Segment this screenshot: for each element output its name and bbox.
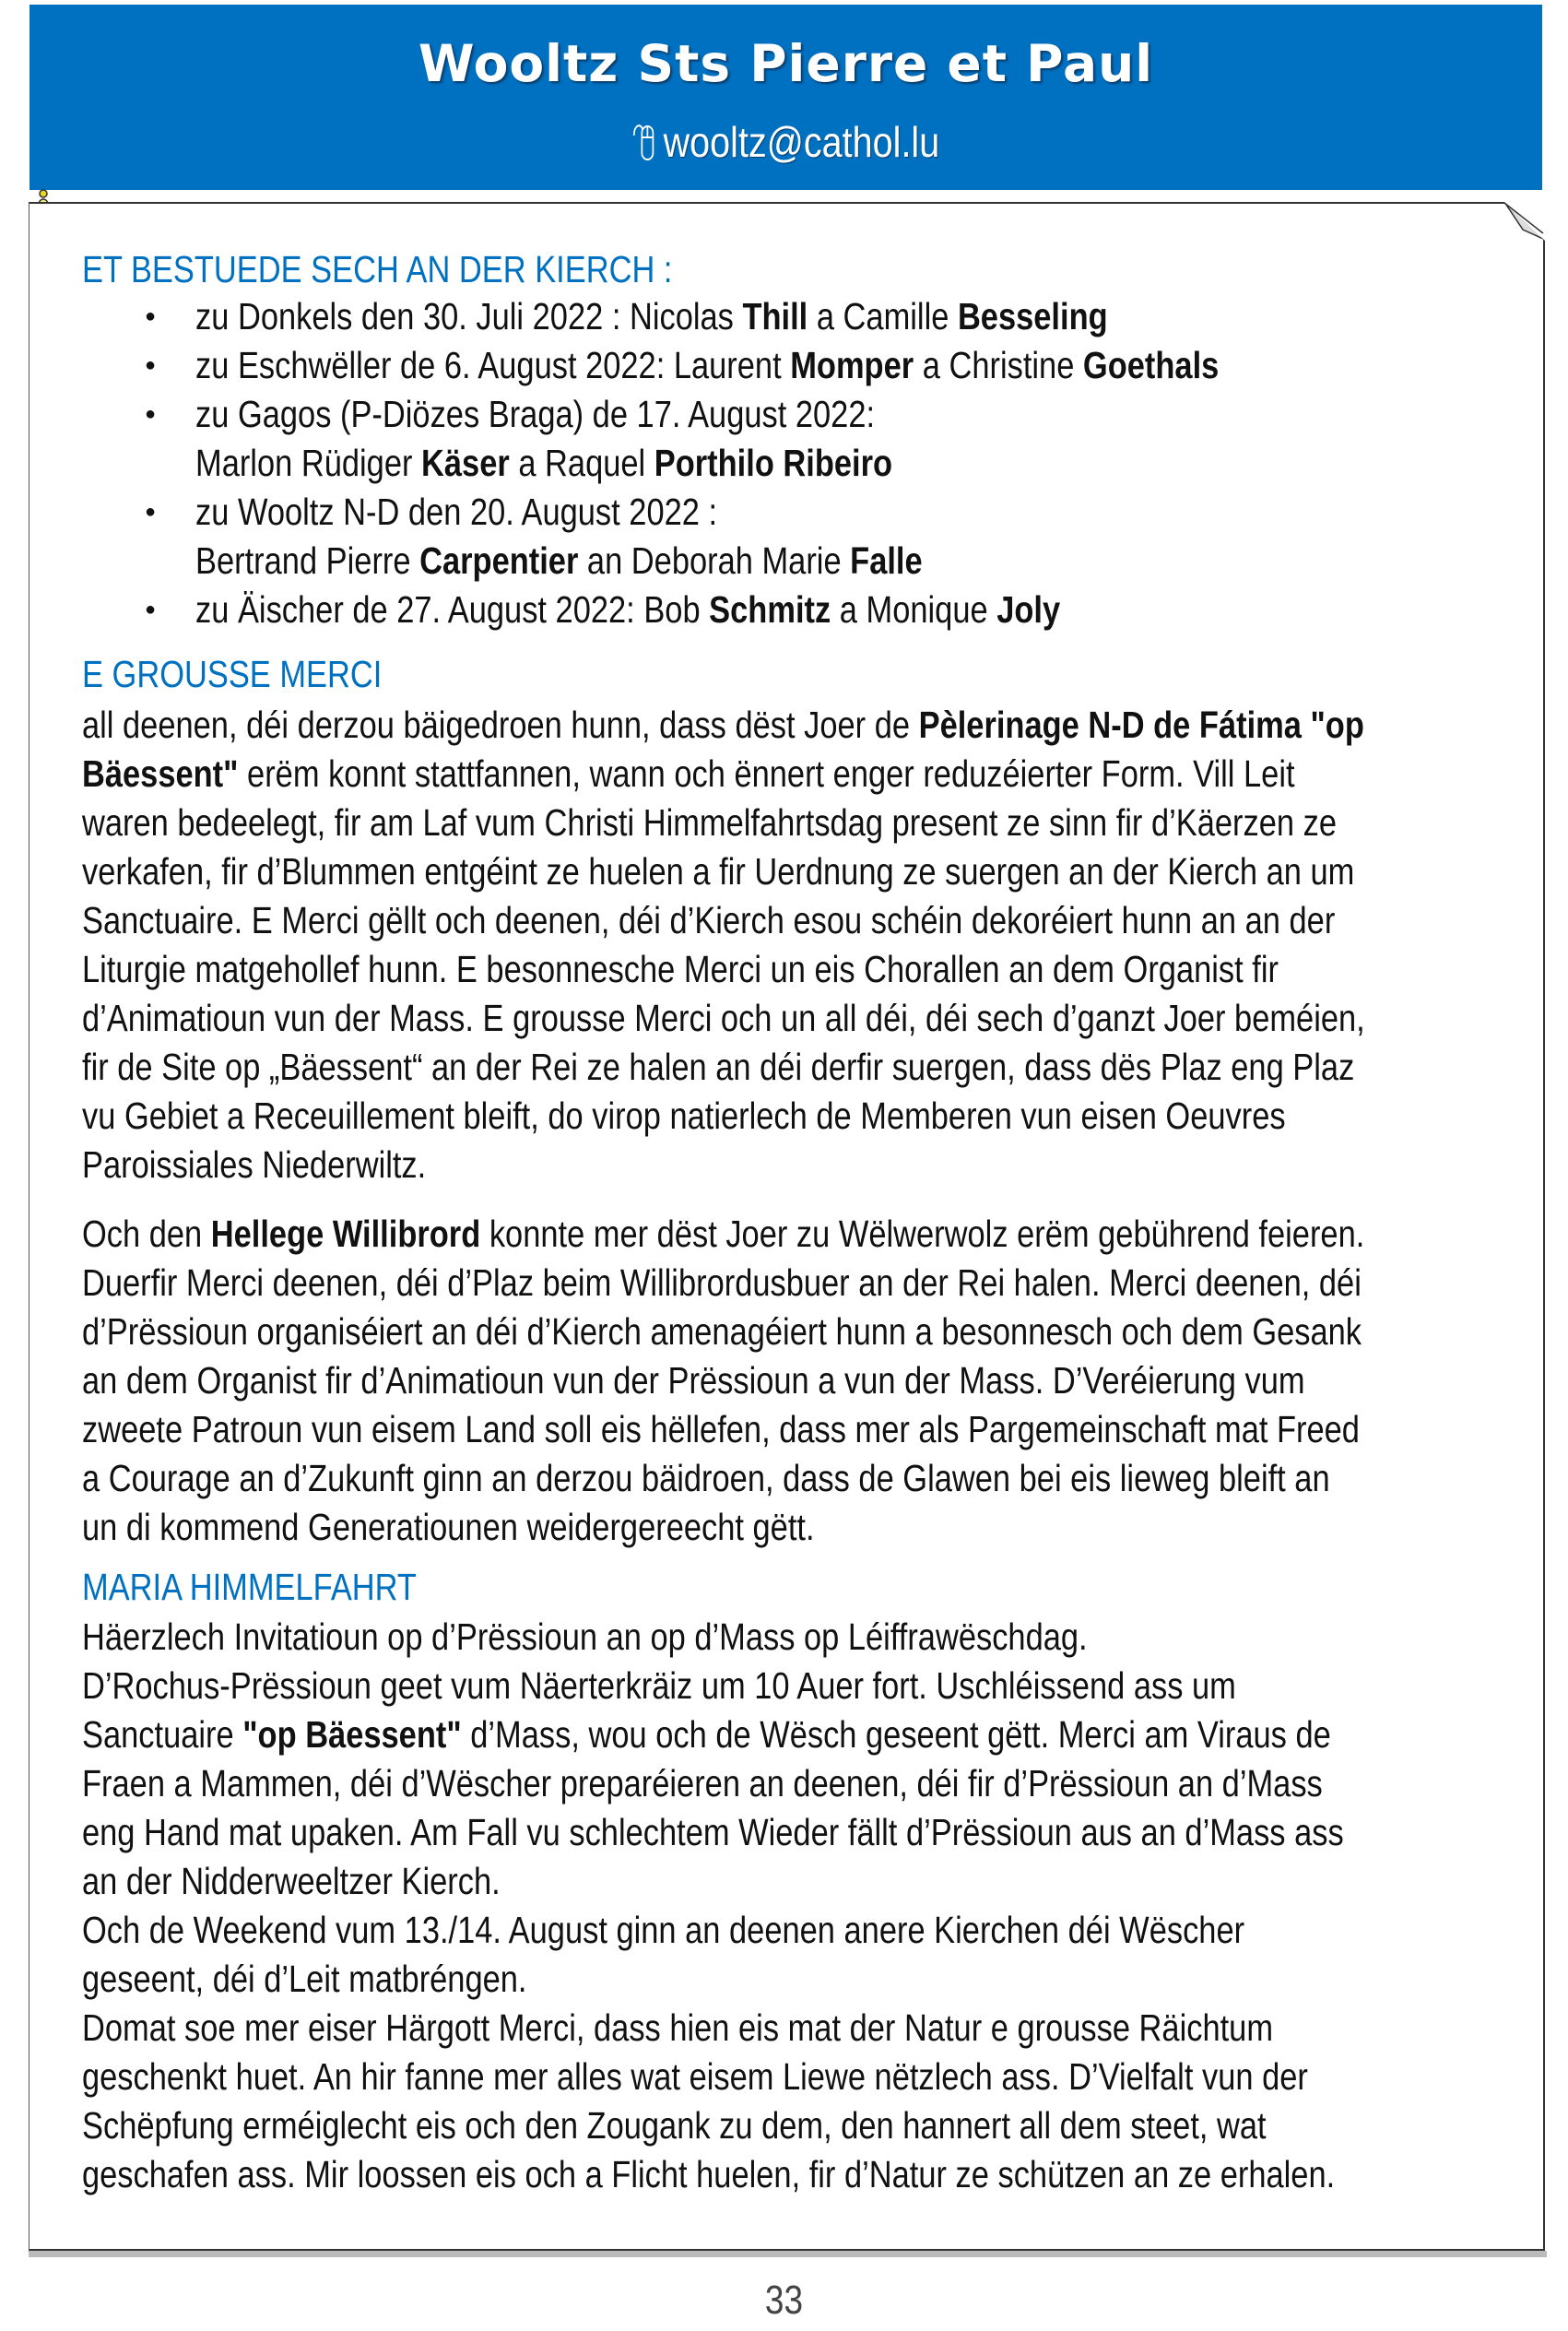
page-fold-icon bbox=[1504, 202, 1545, 245]
bullet-icon: ● bbox=[145, 404, 157, 424]
text-segment: Sanctuaire. E Merci gëllt och deenen, déi d’Kierch esou schéin dekoréiert hunn an an der bbox=[82, 899, 1336, 941]
text-segment: Fraen a Mammen, déi d’Wëscher preparéieren an deenen, déi fir d’Prëssioun an d’Mass bbox=[82, 1762, 1323, 1804]
text-segment: zu Äischer de 27. August 2022: Bob bbox=[195, 588, 710, 631]
text-segment: an Deborah Marie bbox=[578, 539, 851, 582]
text-segment: Häerzlech Invitatioun op d’Prëssioun an op d’Mass op Léiffrawëschdag. bbox=[82, 1615, 1088, 1658]
bold-text: Schmitz bbox=[709, 588, 831, 631]
text-segment: d’Prëssioun organiséiert an déi d’Kierch amenagéiert hunn a besonnesch och dem Gesank bbox=[82, 1310, 1362, 1353]
text-segment: zu Wooltz N-D den 20. August 2022 : bbox=[195, 491, 718, 533]
willibrord-paragraph bbox=[82, 1210, 1568, 1552]
bullet-icon: ● bbox=[145, 355, 157, 375]
text-segment: vu Gebiet a Receuillement bleift, do virop natierlech de Memberen vun eisen Oeuvres bbox=[82, 1095, 1286, 1137]
bold-text: Joly bbox=[996, 588, 1061, 631]
list-item-line bbox=[82, 537, 1568, 586]
text-line bbox=[82, 847, 1568, 896]
text-segment: zweete Patroun vun eisem Land soll eis hëllefen, dass mer als Pargemeinschaft mat Freed bbox=[82, 1408, 1360, 1450]
bold-text: Hellege Willibrord bbox=[210, 1213, 481, 1255]
text-segment: Domat soe mer eiser Härgott Merci, dass hien eis mat der Natur e grousse Räichtum bbox=[82, 2006, 1274, 2049]
text-line bbox=[82, 2053, 1568, 2101]
mouse-icon bbox=[631, 117, 655, 168]
bold-text: Porthilo Ribeiro bbox=[654, 442, 893, 484]
text-segment: geschenkt huet. An hir fanne mer alles wat eisem Liewe nëtzlech ass. D’Vielfalt vun der bbox=[82, 2055, 1308, 2098]
text-segment: geschafen ass. Mir loossen eis och a Flicht huelen, fir d’Natur ze schützen an ze erhalen. bbox=[82, 2153, 1336, 2195]
text-segment: zu Donkels den 30. Juli 2022 : Nicolas bbox=[195, 295, 743, 337]
text-line bbox=[82, 1710, 1568, 1759]
text-segment: konnte mer dëst Joer zu Wëlwerwolz erëm gebührend feieren. bbox=[480, 1213, 1365, 1255]
text-line bbox=[82, 799, 1568, 847]
text-line bbox=[82, 1759, 1568, 1808]
text-line bbox=[82, 994, 1568, 1043]
text-segment: d’Animatioun vun der Mass. E grousse Merci och un all déi, déi sech d’ganzt Joer beméien, bbox=[82, 997, 1365, 1039]
text-segment: Schëpfung erméiglecht eis och den Zougank zu dem, den hannert all dem steet, wat bbox=[82, 2104, 1267, 2147]
text-line bbox=[82, 701, 1568, 750]
text-segment: Liturgie matgehollef hunn. E besonnesche Merci un eis Chorallen an dem Organist fir bbox=[82, 948, 1279, 990]
text-line bbox=[82, 1259, 1568, 1307]
text-line bbox=[82, 1307, 1568, 1356]
email-row bbox=[29, 113, 1542, 171]
text-segment: Sanctuaire bbox=[82, 1713, 243, 1756]
bold-text: "op Bäessent" bbox=[242, 1713, 462, 1756]
text-line bbox=[82, 896, 1568, 945]
bold-text: Carpentier bbox=[419, 539, 579, 582]
text-segment: all deenen, déi derzou bäigedroen hunn, dass dëst Joer de bbox=[82, 704, 919, 746]
bold-text: Momper bbox=[790, 344, 914, 386]
text-line bbox=[82, 1043, 1568, 1092]
bullet-icon: ● bbox=[145, 599, 157, 620]
text-line bbox=[82, 2004, 1568, 2053]
assumption-paragraph bbox=[82, 1613, 1568, 2199]
text-line bbox=[82, 1955, 1568, 2004]
bold-text: Falle bbox=[850, 539, 923, 582]
text-line bbox=[82, 1210, 1568, 1259]
text-segment: a Raquel bbox=[509, 442, 654, 484]
text-segment: Och den bbox=[82, 1213, 211, 1255]
text-segment: a Courage an d’Zukunft ginn an derzou bäidroen, dass de Glawen bei eis lieweg bleift an bbox=[82, 1457, 1330, 1499]
text-line bbox=[82, 1906, 1568, 1955]
text-segment: an der Nidderweeltzer Kierch. bbox=[82, 1860, 501, 1902]
bold-text: Pèlerinage N-D de Fátima "op bbox=[918, 704, 1364, 746]
section-heading-thanks: E GROUSSE MERCI bbox=[82, 653, 383, 695]
bold-text: Besseling bbox=[957, 295, 1108, 337]
text-segment: eng Hand mat upaken. Am Fall vu schlechtem Wieder fällt d’Prëssioun aus an d’Mass ass bbox=[82, 1811, 1344, 1853]
thanks-paragraph bbox=[82, 701, 1568, 1189]
list-item-line bbox=[82, 439, 1568, 488]
text-segment: un di kommend Generatiounen weidergereecht gëtt. bbox=[82, 1506, 815, 1548]
text-segment: D’Rochus-Prëssioun geet vum Näerterkräiz um 10 Auer fort. Uschléissend ass um bbox=[82, 1664, 1236, 1707]
section-heading-weddings: ET BESTUEDE SECH AN DER KIERCH : bbox=[82, 248, 673, 290]
list-item-line bbox=[82, 341, 1568, 390]
text-line bbox=[82, 945, 1568, 994]
text-line bbox=[82, 750, 1568, 799]
text-segment: erëm konnt stattfannen, wann och ënnert enger reduzéierter Form. Vill Leit bbox=[238, 752, 1295, 795]
text-segment: Och de Weekend vum 13./14. August ginn an deenen anere Kierchen déi Wëscher bbox=[82, 1909, 1245, 1951]
bold-text: Bäessent" bbox=[82, 752, 239, 795]
bulletin-header bbox=[29, 5, 1542, 190]
text-segment: a Camille bbox=[808, 295, 958, 337]
text-line bbox=[82, 2150, 1568, 2199]
text-segment: Paroissiales Niederwiltz. bbox=[82, 1143, 427, 1186]
text-segment: a Christine bbox=[914, 344, 1083, 386]
text-line bbox=[82, 1857, 1568, 1906]
panel-shadow bbox=[29, 2251, 1547, 2257]
list-item-line bbox=[82, 390, 1568, 439]
text-line bbox=[82, 1356, 1568, 1405]
text-line bbox=[82, 2101, 1568, 2150]
text-line bbox=[82, 1405, 1568, 1454]
email-link[interactable]: wooltz@cathol.lu bbox=[663, 118, 940, 166]
text-segment: d’Mass, wou och de Wësch geseent gëtt. Merci am Viraus de bbox=[461, 1713, 1331, 1756]
parish-title: Wooltz Sts Pierre et Paul bbox=[418, 34, 1154, 93]
text-segment: Duerfir Merci deenen, déi d’Plaz beim Willibrordusbuer an der Rei halen. Merci deenen, déi bbox=[82, 1261, 1362, 1304]
text-line bbox=[82, 1092, 1568, 1141]
text-line bbox=[82, 1141, 1568, 1189]
bold-text: Goethals bbox=[1082, 344, 1220, 386]
text-segment: zu Eschwëller de 6. August 2022: Laurent bbox=[195, 344, 791, 386]
list-item-line bbox=[82, 488, 1568, 537]
section-heading-assumption: MARIA HIMMELFAHRT bbox=[82, 1566, 417, 1608]
text-segment: geseent, déi d’Leit matbréngen. bbox=[82, 1958, 527, 2000]
bold-text: Käser bbox=[421, 442, 510, 484]
page-number: 33 bbox=[764, 2278, 804, 2323]
text-line bbox=[82, 1808, 1568, 1857]
bold-text: Thill bbox=[742, 295, 808, 337]
text-segment: a Monique bbox=[831, 588, 997, 631]
wedding-list bbox=[82, 292, 1568, 634]
text-line bbox=[82, 1613, 1568, 1662]
text-segment: fir de Site op „Bäessent“ an der Rei ze halen an déi derfir suergen, dass dës Plaz eng Plaz bbox=[82, 1046, 1355, 1088]
text-segment: an dem Organist fir d’Animatioun vun der Prëssioun a vun der Mass. D’Veréierung vum bbox=[82, 1359, 1305, 1402]
text-segment: zu Gagos (P-Diözes Braga) de 17. August 2022: bbox=[195, 393, 876, 435]
text-segment: Marlon Rüdiger bbox=[195, 442, 422, 484]
text-segment: verkafen, fir d’Blummen entgéint ze huelen a fir Uerdnung ze suergen an der Kierch an um bbox=[82, 850, 1355, 893]
text-line bbox=[82, 1503, 1568, 1552]
text-line bbox=[82, 1454, 1568, 1503]
list-item-line bbox=[82, 292, 1568, 341]
bullet-icon: ● bbox=[145, 502, 157, 522]
bullet-icon: ● bbox=[145, 306, 157, 326]
text-segment: Bertrand Pierre bbox=[195, 539, 420, 582]
list-item-line bbox=[82, 586, 1568, 634]
text-segment: waren bedeelegt, fir am Laf vum Christi Himmelfahrtsdag present ze sinn fir d’Käerzen ze bbox=[82, 801, 1337, 844]
text-line bbox=[82, 1662, 1568, 1710]
